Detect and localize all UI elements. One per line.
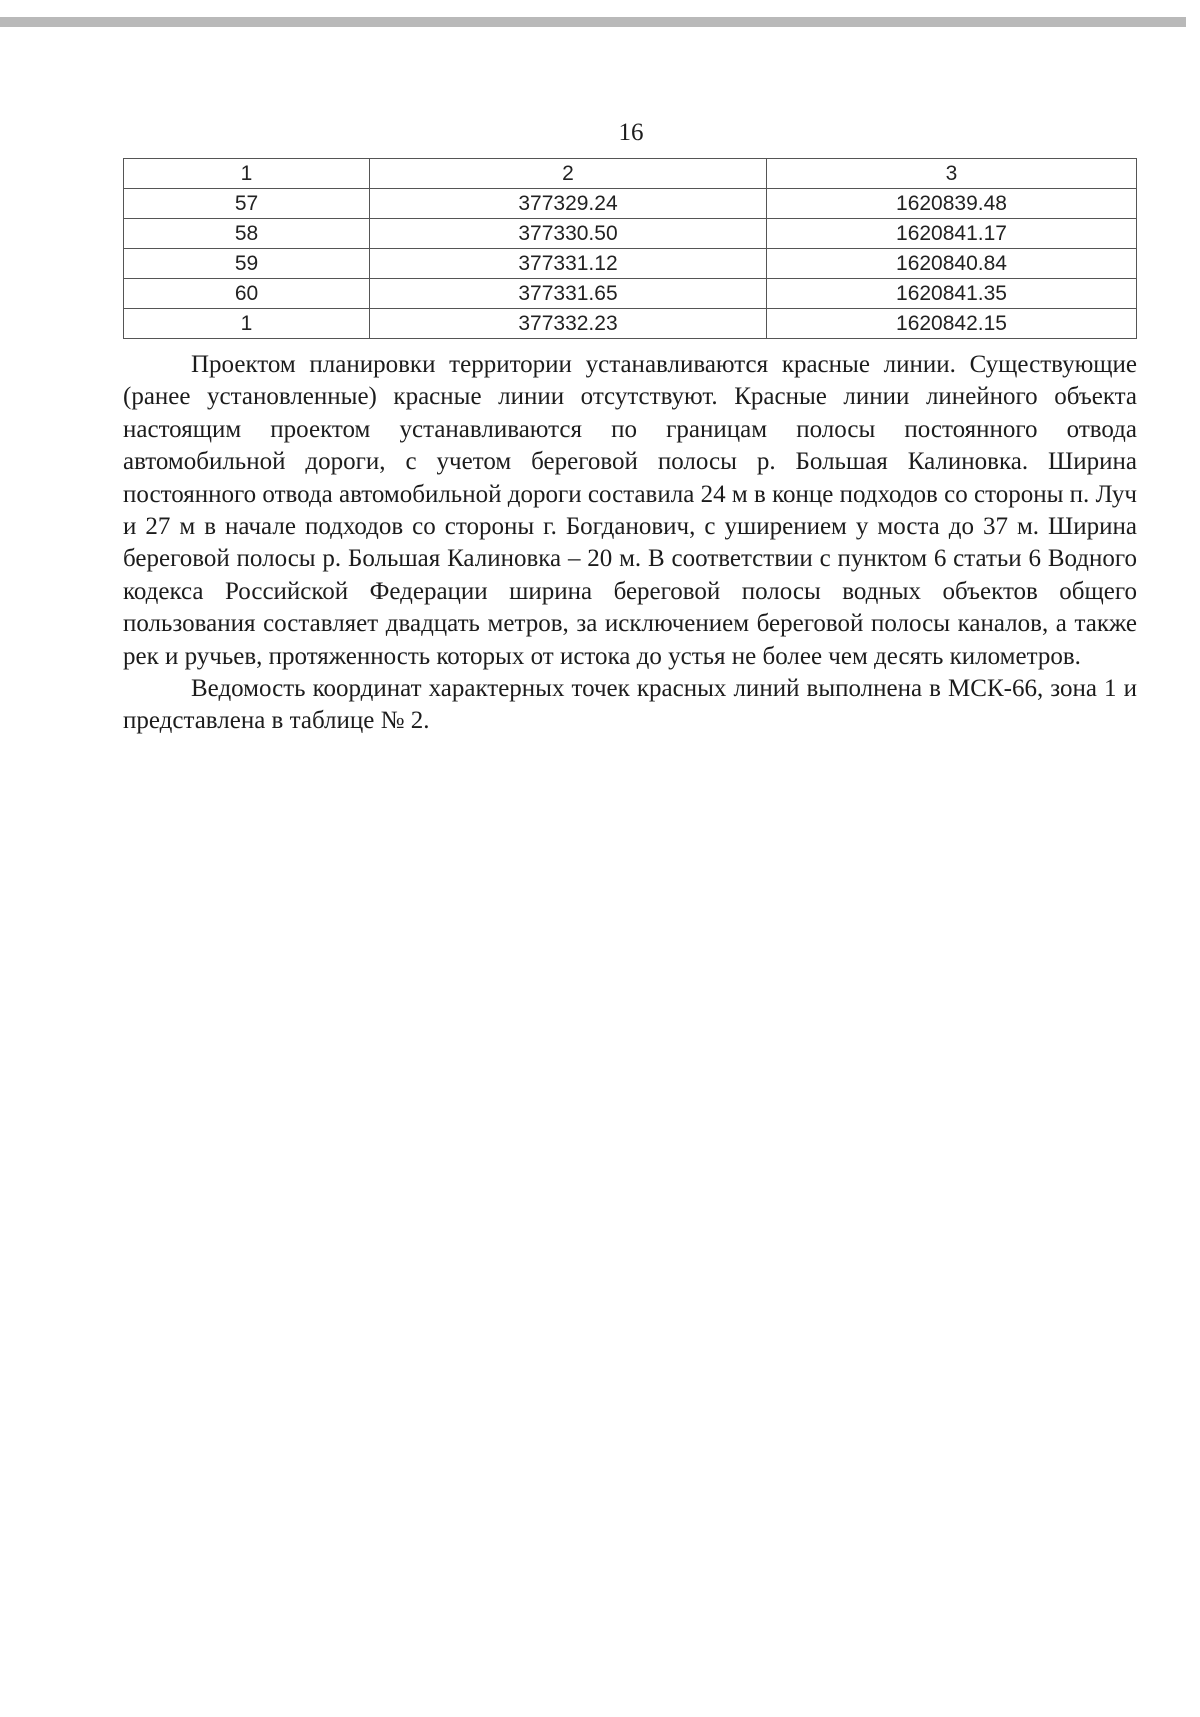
paragraph-red-lines: Проектом планировки территории устанавливаются красные линии. Существующие (ранее установленные) красные линии отсутствуют. Красные линии линейного объекта настоящим проектом устанавливаются по границам полосы постоянного отвода автомобильной дороги, с учетом береговой полосы р. Большая Калиновка. Ширина постоянного отвода автомобильной дороги составила 24 м в конце подходов со стороны п. Луч и 27 м в начале подходов со стороны г. Богданович, с уширением у моста до 37 м. Ширина береговой полосы р. Большая Калиновка – 20 м. В соответствии с пунктом 6 статьи 6 Водного кодекса Российской Федерации ширина береговой полосы водных объектов общего пользования составляет двадцать метров, за исключением береговой полосы каналов, а также рек и ручьев, протяженность которых от истока до устья не более чем десять километров. — [123, 351, 1137, 670]
body-text — [123, 349, 1137, 738]
table-row — [124, 189, 1137, 219]
table-header-row — [124, 159, 1137, 189]
x-coordinate-cell: 377329.24 — [370, 189, 767, 219]
table-row — [124, 309, 1137, 339]
column-header-y: 3 — [767, 159, 1137, 189]
table-row — [124, 279, 1137, 309]
paragraph-coordinates-statement: Ведомость координат характерных точек красных линий выполнена в МСК-66, зона 1 и представлена в таблице № 2. — [123, 675, 1137, 735]
point-number-cell: 58 — [124, 219, 370, 249]
table-row — [124, 249, 1137, 279]
coordinates-table — [123, 158, 1137, 339]
column-header-point: 1 — [124, 159, 370, 189]
column-header-x: 2 — [370, 159, 767, 189]
y-coordinate-cell: 1620841.35 — [767, 279, 1137, 309]
y-coordinate-cell: 1620840.84 — [767, 249, 1137, 279]
point-number-cell: 1 — [124, 309, 370, 339]
page-number: 16 — [618, 119, 644, 146]
point-number-cell: 57 — [124, 189, 370, 219]
scan-edge-bar — [0, 17, 1186, 27]
x-coordinate-cell: 377330.50 — [370, 219, 767, 249]
y-coordinate-cell: 1620842.15 — [767, 309, 1137, 339]
y-coordinate-cell: 1620839.48 — [767, 189, 1137, 219]
y-coordinate-cell: 1620841.17 — [767, 219, 1137, 249]
x-coordinate-cell: 377331.65 — [370, 279, 767, 309]
x-coordinate-cell: 377331.12 — [370, 249, 767, 279]
point-number-cell: 60 — [124, 279, 370, 309]
table-row — [124, 219, 1137, 249]
x-coordinate-cell: 377332.23 — [370, 309, 767, 339]
point-number-cell: 59 — [124, 249, 370, 279]
